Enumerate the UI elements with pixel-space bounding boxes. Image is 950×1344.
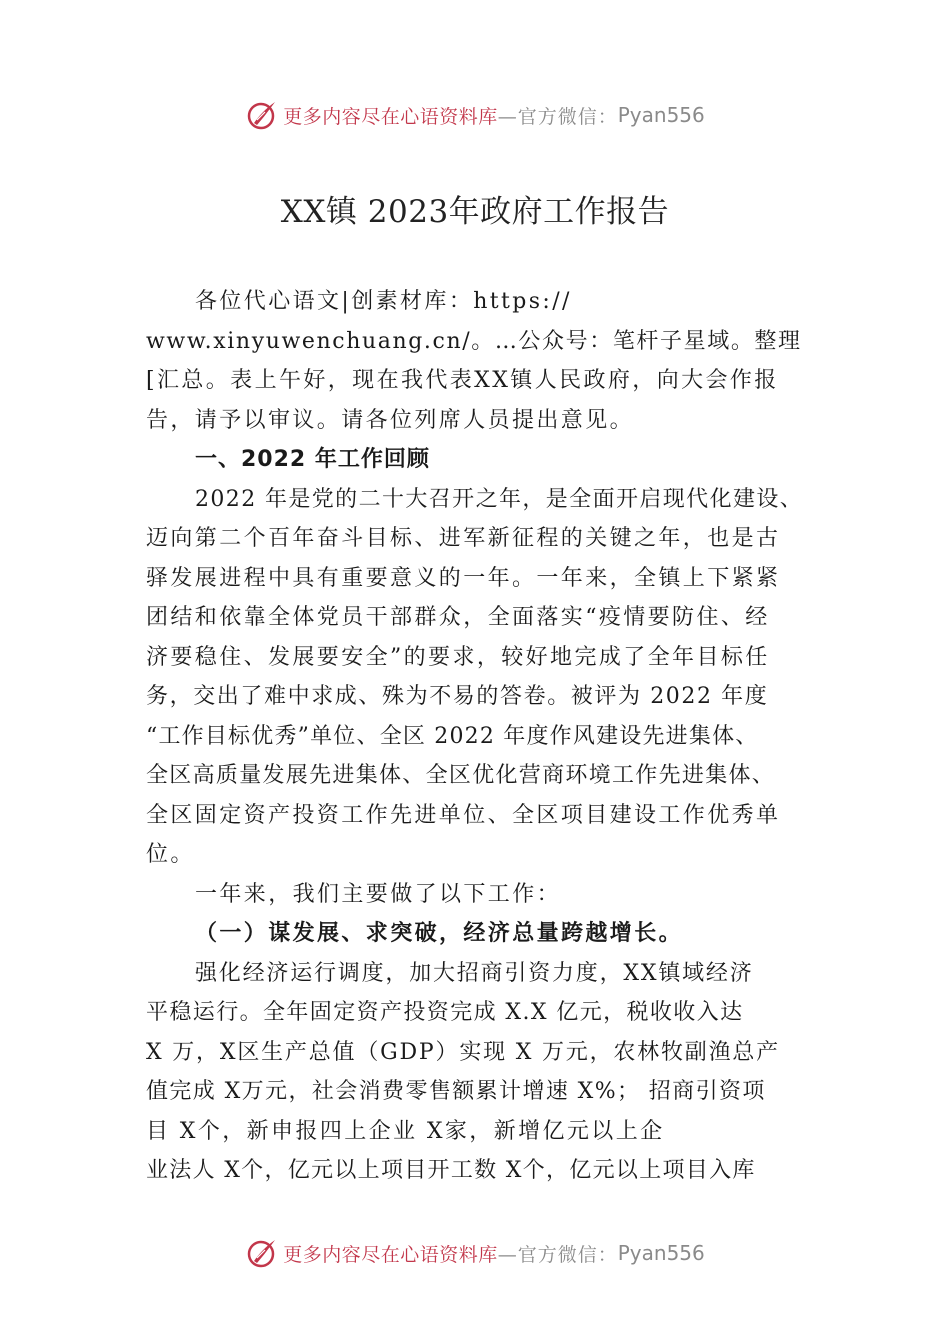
paragraph-line: 济要稳住、发展要安全”的要求，较好地完成了全年目标任 <box>146 644 770 670</box>
paragraph-line: 务，交出了难中求成、殊为不易的答卷。被评为 2022 年度 <box>146 684 769 709</box>
document-body <box>146 282 818 1191</box>
quill-logo-icon <box>245 98 279 132</box>
paragraph-line: 一年来，我们主要做了以下工作： <box>195 881 562 907</box>
document-title: XX镇 2023年政府工作报告 <box>280 194 670 230</box>
paragraph-line: 驿发展进程中具有重要意义的一年。一年来，全镇上下紧紧 <box>146 565 781 591</box>
paragraph-line: 2022 年是党的二十大召开之年，是全面开启现代化建设、 <box>195 486 804 512</box>
watermark-label: —官方微信： <box>497 1243 618 1266</box>
watermark-brand: 更多内容尽在心语资料库 <box>283 105 498 128</box>
quill-logo-icon <box>245 1236 279 1270</box>
paragraph-line: 全区固定资产投资工作先进单位、全区项目建设工作优秀单 <box>146 802 781 828</box>
watermark-header <box>0 95 950 135</box>
paragraph-line: www.xinyuwenchuang.cn/。…公众号：笔杆子星域。整理 <box>146 328 802 354</box>
paragraph-line: 迈向第二个百年奋斗目标、进军新征程的关键之年，也是古 <box>146 526 781 551</box>
watermark-brand: 更多内容尽在心语资料库 <box>283 1243 498 1266</box>
paragraph-line: 全区高质量发展先进集体、全区优化营商环境工作先进集体、 <box>146 763 776 788</box>
paragraph-line: X 万，X区生产总值（GDP）实现 X 万元，农林牧副渔总产 <box>146 1039 780 1065</box>
paragraph-line: 团结和依靠全体党员干部群众，全面落实“疫情要防住、经 <box>146 605 770 630</box>
paragraph-line: 各位代心语文|创素材库：https:// <box>195 289 572 314</box>
paragraph-line: [汇总。表上午好，现在我代表XX镇人民政府，向大会作报 <box>146 368 779 393</box>
section-heading: 一、2022 年工作回顾 <box>195 447 430 472</box>
watermark-footer <box>0 1233 950 1273</box>
paragraph-line: “工作目标优秀”单位、全区 2022 年度作风建设先进集体、 <box>146 723 759 749</box>
paragraph-line: 平稳运行。全年固定资产投资完成 X.X 亿元，税收收入达 <box>146 1000 744 1025</box>
paragraph-line: 目 X个，新申报四上企业 X家，新增亿元以上企 <box>146 1118 665 1144</box>
paragraph-line: 告，请予以审议。请各位列席人员提出意见。 <box>146 407 635 433</box>
watermark-wechat-id: Pyan556 <box>617 103 705 127</box>
paragraph-line: 业法人 X个，亿元以上项目开工数 X个，亿元以上项目入库 <box>146 1158 756 1183</box>
subsection-heading: （一）谋发展、求突破，经济总量跨越增长。 <box>195 920 684 946</box>
watermark-wechat-id: Pyan556 <box>617 1241 705 1265</box>
paragraph-line: 强化经济运行调度，加大招商引资力度，XX镇域经济 <box>195 960 754 986</box>
watermark-label: —官方微信： <box>497 105 618 128</box>
paragraph-line: 值完成 X万元，社会消费零售额累计增速 X%； 招商引资项 <box>146 1079 766 1104</box>
paragraph-line: 位。 <box>146 842 195 867</box>
